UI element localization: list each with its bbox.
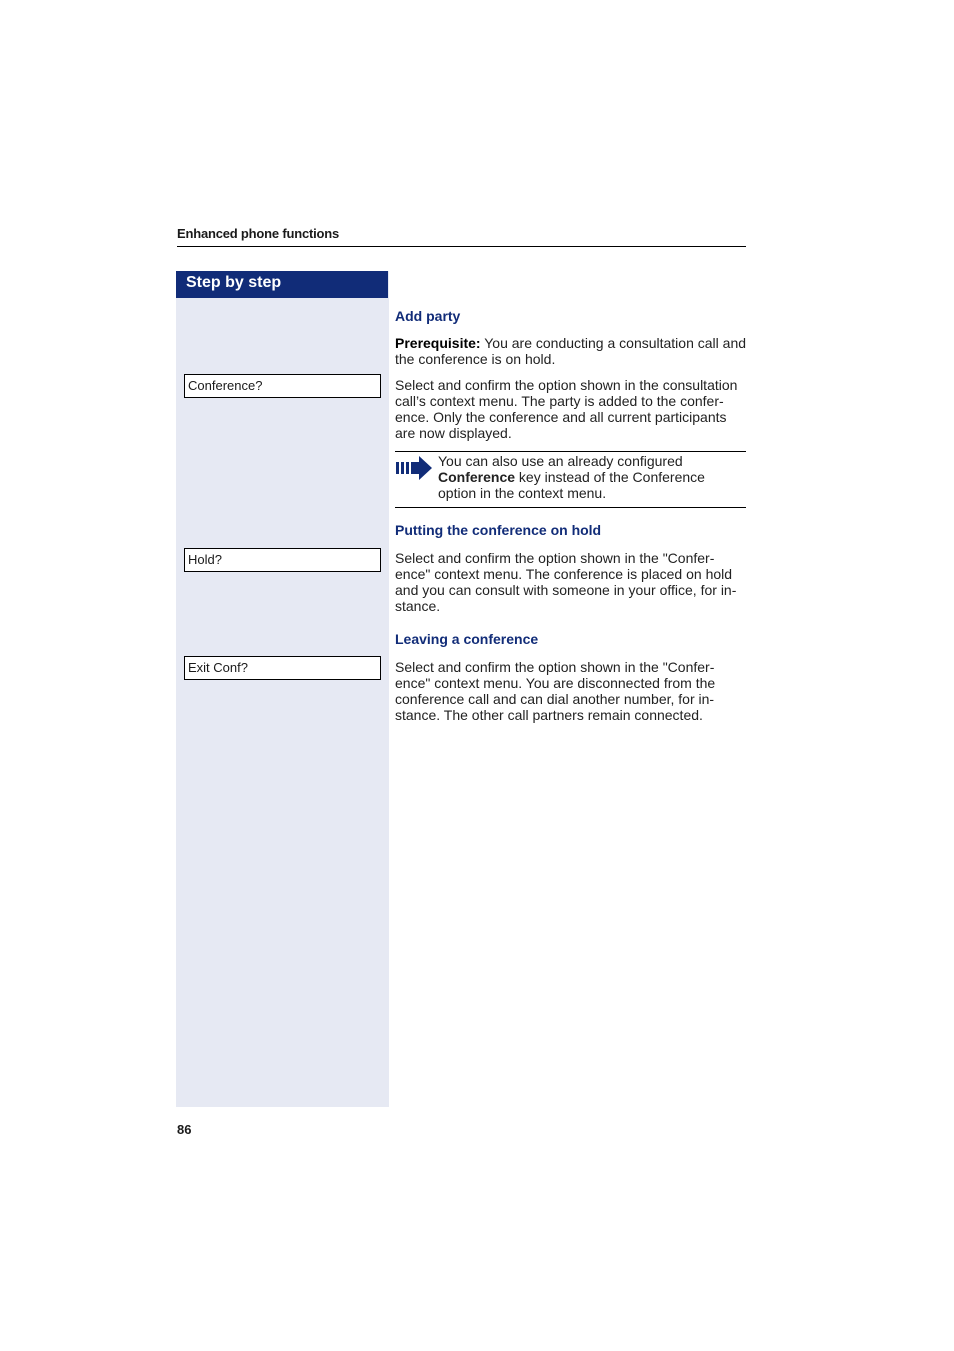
leave-body: Select and confirm the option shown in the "Confer-ence" context menu. You are disconnected from the conference call and can dial another number, for in-stance. The other call partners remain connected. <box>395 659 716 723</box>
section-title-leave: Leaving a conference <box>395 631 539 647</box>
prerequisite-label: Prerequisite: <box>395 335 481 351</box>
note-text-after: key instead of the Conference option in the context menu. <box>438 469 705 501</box>
option-hold[interactable]: Hold? <box>184 548 381 572</box>
note-text <box>438 453 746 501</box>
note-bottom-rule <box>395 507 746 508</box>
sidebar-heading: Step by step <box>176 271 388 298</box>
section-title-add-party: Add party <box>395 308 461 324</box>
note-key-label: Conference <box>438 469 516 485</box>
page-number: 86 <box>177 1122 192 1137</box>
arrow-right-icon <box>395 455 433 481</box>
header-divider <box>177 246 746 247</box>
step-sidebar <box>176 271 389 1107</box>
note-top-rule <box>395 451 746 452</box>
page-header-title: Enhanced phone functions <box>177 226 340 241</box>
prerequisite-text: You are conducting a consultation call and the conference is on hold. <box>395 335 747 367</box>
section-title-hold: Putting the conference on hold <box>395 522 602 538</box>
note-text-before: You can also use an already configured <box>438 453 683 469</box>
add-party-body: Select and confirm the option shown in the consultation call’s context menu. The party is added to the confer-ence. Only the conference and all current participants are now displayed. <box>395 377 738 441</box>
prerequisite-paragraph <box>395 335 746 367</box>
option-exit-conf[interactable]: Exit Conf? <box>184 656 381 680</box>
option-conference[interactable]: Conference? <box>184 374 381 398</box>
hold-body: Select and confirm the option shown in the "Confer-ence" context menu. The conference is placed on hold and you can consult with someone in your office, for in-stance. <box>395 550 737 614</box>
